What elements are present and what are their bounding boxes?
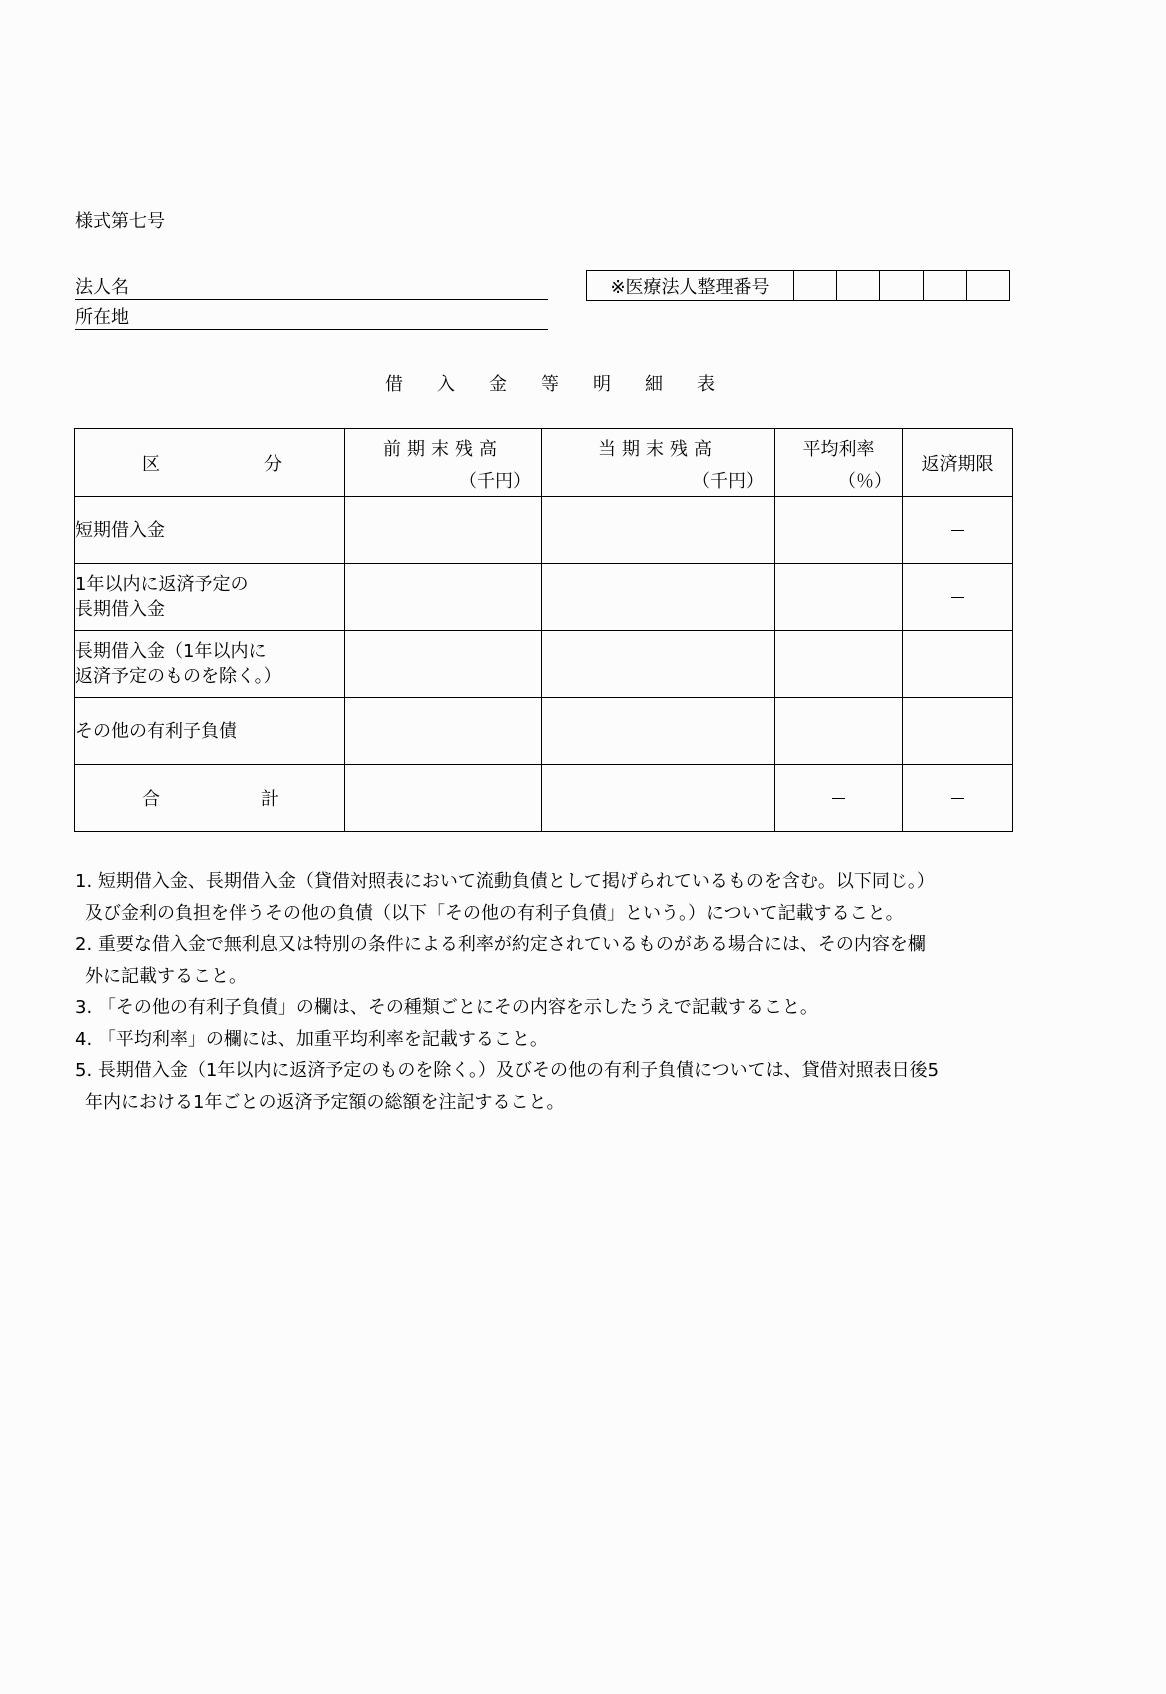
row-label [75, 631, 345, 698]
row-label [75, 497, 345, 564]
header-curr-balance-unit: （千円） [692, 471, 764, 492]
title-char: 明 [593, 374, 611, 395]
cell-avg-rate[interactable] [775, 698, 903, 765]
cell-prev-balance[interactable] [345, 564, 542, 631]
note-line: 5. 長期借入金（1年以内に返済予定のものを除く。）及びその他の有利子負債については、貸借対照表日後5 [75, 1060, 940, 1081]
header-avg-rate-unit: （％） [838, 471, 892, 492]
note-line: 4. 「平均利率」の欄には、加重平均利率を記載すること。 [75, 1028, 548, 1050]
table-row-long-term [75, 631, 1013, 698]
row-label [75, 564, 345, 631]
header-avg-rate-label: 平均利率 [802, 439, 875, 460]
dash-mark [832, 798, 845, 799]
header-due-date-label: 返済期限 [921, 453, 994, 475]
row-label-line2: 長期借入金 [75, 599, 165, 620]
cell-avg-rate[interactable] [775, 497, 903, 564]
header-prev-balance-unit: （千円） [459, 471, 531, 492]
location-field[interactable] [75, 303, 548, 330]
note-5 [75, 1055, 1015, 1118]
row-label-line1: 長期借入金（1年以内に [75, 641, 267, 662]
cell-prev-balance[interactable] [345, 497, 542, 564]
header-category-left: 区 [142, 453, 160, 475]
cell-prev-balance[interactable] [345, 698, 542, 765]
registration-digit-cell-1[interactable] [794, 271, 837, 300]
table-header-row [75, 429, 1013, 497]
header-avg-rate [775, 429, 903, 497]
borrowings-table [74, 428, 1013, 832]
dash-mark [951, 597, 964, 598]
cell-curr-balance[interactable] [542, 564, 775, 631]
cell-due-date[interactable] [903, 631, 1013, 698]
registration-number-box [586, 270, 1010, 301]
header-prev-balance-label: 前期末残高 [383, 439, 503, 460]
cell-avg-rate[interactable] [775, 564, 903, 631]
header-curr-balance [542, 429, 775, 497]
header-category [75, 429, 345, 497]
header-curr-balance-label: 当期末残高 [598, 439, 718, 460]
cell-curr-balance[interactable] [542, 631, 775, 698]
title-char: 等 [541, 374, 559, 395]
total-label-right: 計 [261, 789, 279, 810]
title-char: 入 [437, 374, 455, 395]
corporation-name-field[interactable] [75, 273, 548, 300]
corporation-name-label: 法人名 [75, 277, 129, 298]
cell-due-date [903, 564, 1013, 631]
title-char: 細 [645, 374, 663, 395]
row-label-line2: 返済予定のものを除く。） [75, 666, 282, 687]
cell-total-curr-balance[interactable] [542, 765, 775, 832]
row-label [75, 698, 345, 765]
cell-curr-balance[interactable] [542, 698, 775, 765]
total-label-left: 合 [142, 789, 160, 810]
note-1 [75, 866, 1015, 929]
title-char: 表 [697, 374, 715, 395]
document-title [385, 370, 749, 396]
registration-digit-cell-4[interactable] [924, 271, 967, 300]
header-category-right: 分 [264, 453, 282, 475]
note-2 [75, 929, 1015, 992]
row-label-line1: 短期借入金 [75, 519, 165, 541]
note-line: 年内における1年ごとの返済予定額の総額を注記すること。 [85, 1091, 565, 1113]
dash-mark [951, 530, 964, 531]
header-prev-balance [345, 429, 542, 497]
form-number: 様式第七号 [75, 211, 165, 232]
note-4 [75, 1024, 1015, 1056]
cell-total-due-date [903, 765, 1013, 832]
cell-prev-balance[interactable] [345, 631, 542, 698]
note-line: 及び金利の負担を伴うその他の負債（以下「その他の有利子負債」という。）について記載すること。 [85, 902, 904, 924]
header-due-date [903, 429, 1013, 497]
title-char: 金 [489, 374, 507, 395]
notes-section [75, 866, 1015, 1118]
cell-avg-rate[interactable] [775, 631, 903, 698]
cell-due-date[interactable] [903, 698, 1013, 765]
location-label: 所在地 [75, 307, 129, 328]
cell-total-prev-balance[interactable] [345, 765, 542, 832]
table-row-other-interest-bearing [75, 698, 1013, 765]
cell-due-date [903, 497, 1013, 564]
note-3 [75, 992, 1015, 1024]
total-label [75, 765, 345, 832]
dash-mark [951, 798, 964, 799]
table-row-total [75, 765, 1013, 832]
table-row-short-term [75, 497, 1013, 564]
row-label-line1: 1年以内に返済予定の [75, 574, 249, 595]
row-label-line1: その他の有利子負債 [75, 720, 237, 742]
registration-number-label: ※医療法人整理番号 [587, 271, 794, 300]
title-char: 借 [385, 374, 403, 395]
registration-digit-cell-3[interactable] [880, 271, 923, 300]
note-line: 外に記載すること。 [85, 965, 247, 987]
registration-digit-cell-2[interactable] [837, 271, 880, 300]
table-row-current-portion-long-term [75, 564, 1013, 631]
note-line: 1. 短期借入金、長期借入金（貸借対照表において流動負債として掲げられているものを含む。以下同じ。） [75, 871, 935, 892]
registration-digit-cell-5[interactable] [967, 271, 1009, 300]
note-line: 3. 「その他の有利子負債」の欄は、その種類ごとにその内容を示したうえで記載すること。 [75, 997, 818, 1018]
cell-curr-balance[interactable] [542, 497, 775, 564]
cell-total-avg-rate [775, 765, 903, 832]
note-line: 2. 重要な借入金で無利息又は特別の条件による利率が約定されているものがある場合には、その内容を欄 [75, 934, 926, 955]
